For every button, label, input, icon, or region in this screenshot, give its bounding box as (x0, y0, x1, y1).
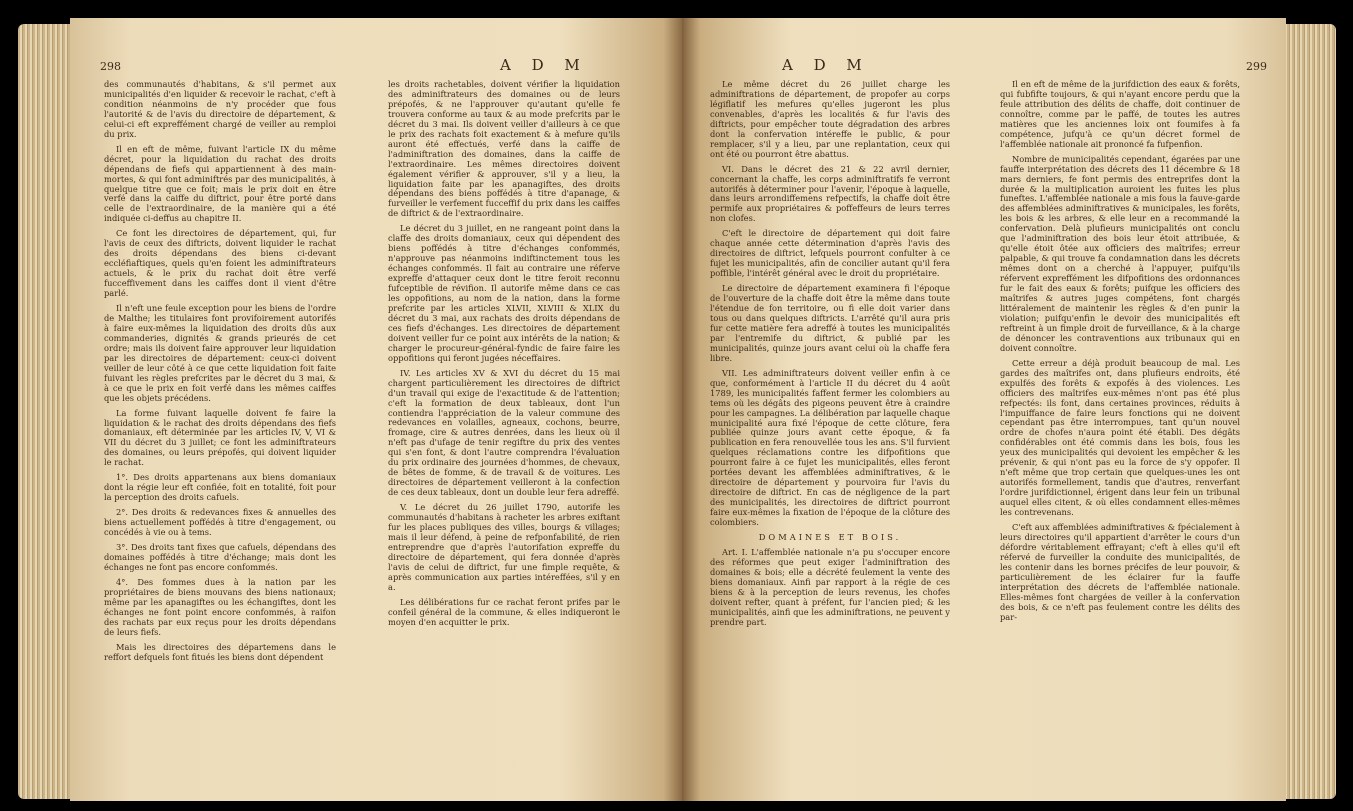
paragraph: 1°. Des droits appartenans aux biens domaniaux dont la régie leur eft confiée, foit en totalité, foit pour la perception des droits cafuels. (104, 472, 336, 503)
left-running-head (70, 56, 682, 76)
left-page (70, 18, 682, 801)
paragraph: C'eft aux affemblées adminiftratives & fpécialement à leurs directoires qu'il appartient d'arrêter le cours d'un défordre véritablement effrayant; c'eft à elles qu'il eft réfervé de furveiller la conduite des municipalités, de les contenir dans les bornes précifes de leur pouvoir, & particulièrement de les éclairer fur la fauffe interprétation des décrets de l'affemblée nationale. Elles-mêmes font chargées de veiller à la confervation des bois, & ce n'eft pas feulement contre les délits des par- (1000, 521, 1240, 622)
paragraph: VI. Dans le décret des 21 & 22 avril dernier, concernant la chaffe, les corps adminiftratifs fe verront autorifés à déterminer pour l'avenir, l'époque à laquelle, dans leurs arrondiffemens refpectifs, la chaffe doit être permife aux propriétaires & poffeffeurs de leurs terres non clofes. (710, 163, 950, 224)
page-number: 298 (100, 60, 121, 73)
paragraph: Nombre de municipalités cependant, égarées par une fauffe interprétation des décrets des 11 décembre & 18 mars derniers, fe font permis des entreprifes dont la durée & la multiplication auroient les fuites les plus funeftes. L'affemblée nationale a mis fous la fauve-garde des affemblées adminiftratives & municipales, les forêts, les bois & les arbres, & elle leur en a recommandé la confervation. Delà plufieurs municipalités ont conclu que l'adminiftration des bois leur étoit attribuée, & qu'elle étoit ôtée aux officiers des maîtrifes; erreur palpable, & qui trouve fa condamnation dans les décrets mêmes dont on a cherché à l'appuyer, puifqu'ils réfervent expreffément les difpofitions des ordonnances fur le fait des eaux & forêts; puifque les officiers des maîtrifes & autres juges compétens, font chargés littéralement de maintenir les règles & d'en punir la violation; puifqu'enfin le devoir des municipalités eft reftreint à un fimple droit de furveillance, & à la charge de dénoncer les contraventions aux tribunaux qui en doivent connoître. (1000, 153, 1240, 353)
right-page-edges (1284, 24, 1336, 799)
paragraph: V. Le décret du 26 juillet 1790, autorife les communautés d'habitans à racheter les arbres exiftant fur les places publiques des villes, bourgs & villages; mais il leur défend, à peine de refponfabilité, de rien entreprendre que d'après l'autorifation expreffe du directoire de département, qui fera donnée d'après l'avis de celui de diftrict, fur une fimple requête, & après communication aux parties intéreffées, s'il y en a. (388, 502, 620, 592)
paragraph: 3°. Des droits tant fixes que cafuels, dépendans des domaines poffédés à titre d'échange; mais dont les échanges ne font pas encore confommés. (104, 541, 336, 572)
paragraph: 2°. Des droits & redevances fixes & annuelles des biens actuellement poffédés à titre d'engagement, ou concédés à vie ou à tems. (104, 507, 336, 538)
paragraph: Ce font les directoires de département, qui, fur l'avis de ceux des diftricts, doivent liquider le rachat des droits dépendans des biens ci-devant eccléfiaftiques, quels qu'en foient les adminiftrateurs actuels, & le prix du rachat doit être verfé fucceffivement dans les caiffes dont il vient d'être parlé. (104, 228, 336, 299)
paragraph: Cette erreur a déjà produit beaucoup de mal. Les gardes des maîtrifes ont, dans plufieurs endroits, été expulfés des forêts & expofés à des violences. Les officiers des maîtrifes eux-mêmes n'ont pas été plus refpectés: ils font, dans certaines provinces, réduits à l'impuiffance de faire leurs fonctions qui ne doivent cependant pas être interrompues, tant qu'un nouvel ordre de chofes n'aura point été établi. Des dégâts confidérables ont été commis dans les bois, fous les yeux des municipalités qui devoient les empêcher & les prévenir, & qui n'ont pas eu la force de s'y oppofer. Il n'eft même que trop certain que quelques-unes les ont autorifés formellement, tandis que d'autres, renverfant l'ordre jurifdictionnel, érigent dans leur fein un tribunal auquel elles citent, & où elles condamnent elles-mêmes les contrevenans. (1000, 357, 1240, 518)
paragraph: Les délibérations fur ce rachat feront prifes par le confeil général de la commune, & elles indiqueront le moyen d'en acquitter le prix. (388, 596, 620, 627)
text-column-1 (104, 80, 336, 667)
paragraph: 4°. Des fommes dues à la nation par les propriétaires de biens mouvans des biens nationaux; même par les apanagiftes ou les échangiftes, dont les échanges ne font point encore confommés, à raifon des rachats par eux reçus pour les droits dépendans de leurs fiefs. (104, 576, 336, 637)
paragraph: Le directoire de département examinera fi l'époque de l'ouverture de la chaffe doit être la même dans toute l'étendue de fon territoire, ou fi elle doit varier dans tous ou dans quelques diftricts. L'arrêté qu'il aura pris fur cette matière fera adreffé à toutes les municipalités par l'entremife du diftrict, & publié par les municipalités, quinze jours avant celui où la chaffe fera libre. (710, 283, 950, 363)
text-column-1 (710, 80, 950, 633)
paragraph: Art. I. L'affemblée nationale n'a pu s'occuper encore des réformes que peut exiger l'adminiftration des domaines & bois; elle a décrété feulement la vente des biens domaniaux. Ainfi par rapport à la régie de ces biens & à la perception de leurs revenus, les chofes doivent refter, quant à préfent, fur l'ancien pied; & les municipalités, ainfi que les adminiftrations, ne peuvent y prendre part. (710, 546, 950, 627)
left-page-edges (18, 24, 76, 799)
paragraph: Le même décret du 26 juillet charge les adminiftrations de département, de propofer au corps légiflatif les mefures qu'elles jugeront les plus convenables, d'après les localités & fur l'avis des diftricts, pour empêcher toute dégradation des arbres dont la confervation intéreffe le public, & pour remplacer, s'il y a lieu, par une replantation, ceux qui ont été ou pourront être abattus. (710, 79, 950, 159)
paragraph: Il en eft de même de la jurifdiction des eaux & forêts, qui fubfifte toujours, & qui n'ayant encore perdu que la feule attribution des délits de chaffe, doit continuer de connoître, comme par le paffé, de toutes les autres matières que les anciennes loix ont foumifes à fa compétence, jufqu'à ce qu'un décret formel de l'affemblée nationale ait prononcé fa fufpenfion. (1000, 79, 1240, 149)
page-number: 299 (1246, 60, 1267, 73)
text-column-2 (1000, 80, 1240, 628)
paragraph: Il en eft de même, fuivant l'article IX du même décret, pour la liquidation du rachat des droits dépendans de fiefs qui appartiennent à des main-mortes, & qui font adminiftrés par des municipalités, à quelque titre que ce foit; mais le prix doit en être verfé dans la caiffe du diftrict, pour être porté dans celle de l'extraordinaire, de la manière qui a été indiquée ci-deffus au chapitre II. (104, 143, 336, 224)
paragraph: Mais les directoires des départemens dans le reffort defquels font fitués les biens dont dépendent (104, 641, 336, 662)
paragraph: les droits rachetables, doivent vérifier la liquidation des adminiftrateurs des domaines ou de leurs prépofés, & ne l'approuver qu'autant qu'elle fe trouvera conforme au taux & au mode prefcrits par le décret du 3 mai. Ils doivent veiller d'ailleurs à ce que le prix des rachats foit exactement & à mefure qu'ils auront été effectués, verfé dans la caiffe de l'adminiftration des domaines, dans la caiffe de l'extraordinaire. Les mêmes directoires doivent également vérifier & approuver, s'il y a lieu, la liquidation faite par les apanagiftes, des droits dépendans des biens poffédés à titre d'apanage, & furveiller le verfement fucceffif du prix dans les caiffes de diftrict & de l'extraordinaire. (388, 79, 620, 219)
open-book (18, 18, 1336, 801)
paragraph: Le décret du 3 juillet, en ne rangeant point dans la claffe des droits domaniaux, ceux qui dépendent des biens poffédés à titre d'échanges confommés, n'approuve pas néanmoins indiftinctement tous les échanges confommés. Il fait au contraire une réferve expreffe d'attaquer ceux dont le titre feroit reconnu fufceptible de révifion. Il autorife même dans ce cas les oppofitions, au nom de la nation, dans la forme prefcrite par les articles XLVII, XLVIII & XLIX du décret du 3 mai, aux rachats des droits dépendans de ces fiefs d'échanges. Les directoires de département doivent veiller fur ce point aux intérêts de la nation; & charger le procureur-général-fyndic de faire faire les oppofitions qui feront jugées néceffaires. (388, 223, 620, 363)
right-running-head (682, 56, 1286, 76)
paragraph: Il n'eft une feule exception pour les biens de l'ordre de Malthe; les titulaires font provifoirement autorifés à faire eux-mêmes la liquidation des droits dûs aux commanderies, dignités & grands prieurés de cet ordre; mais ils doivent faire approuver leur liquidation par les directoires de département: ceux-ci doivent veiller de leur côté à ce que cette liquidation foit faite fuivant les règles prefcrites par le décret du 3 mai, & à ce que le prix en foit verfé dans les mêmes caiffes que les objets précédens. (104, 303, 336, 403)
paragraph: des communautés d'habitans, & s'il permet aux municipalités d'en liquider & recevoir le rachat, c'eft à condition néanmoins de n'y procéder que fous l'autorité & de l'avis du directoire de département, & celui-ci eft expreffément chargé de veiller au remploi du prix. (104, 79, 336, 139)
running-title: A D M (500, 56, 588, 74)
paragraph: C'eft le directoire de département qui doit faire chaque année cette détermination d'après l'avis des directoires de diftrict, lefquels pourront confulter à ce fujet les municipalités, afin de concilier autant qu'il fera poffible, l'intérêt général avec le droit du propriétaire. (710, 228, 950, 279)
paragraph: La forme fuivant laquelle doivent fe faire la liquidation & le rachat des droits dépendans des fiefs domaniaux, eft déterminée par les articles IV, V, VI & VII du décret du 3 juillet; ce font les adminiftrateurs des domaines, ou leurs prépofés, qui doivent liquider le rachat. (104, 407, 336, 468)
running-title: A D M (782, 56, 870, 74)
text-column-2 (388, 80, 620, 633)
paragraph: IV. Les articles XV & XVI du décret du 15 mai chargent particulièrement les directoires de diftrict d'un travail qui exige de l'exactitude & de l'attention; c'eft la formation de deux tableaux, dont l'un contiendra l'appréciation de la valeur commune des redevances en volailles, agneaux, cochons, beurre, fromage, cire & autres denrées, dans les lieux où il n'eft pas d'ufage de tenir regiftre du prix des ventes qui s'en font, & dont l'autre comprendra l'évaluation du prix ordinaire des journées d'hommes, de chevaux, de bêtes de fomme, & de travail & de voitures. Les directoires de département veilleront à la confection de ces deux tableaux, dont un double leur fera adreffé. (388, 367, 620, 498)
paragraph: VII. Les adminiftrateurs doivent veiller enfin à ce que, conformément à l'article II du décret du 4 août 1789, les municipalités faffent fermer les colombiers au tems où les dégâts des pigeons peuvent être à craindre pour les campagnes. La délibération par laquelle chaque municipalité aura fixé l'époque de cette clôture, fera publiée quinze jours avant cette époque, & fa publication en fera renouvellée tous les ans. S'il furvient quelques réclamations contre les difpofitions que pourront faire à ce fujet les municipalités, elles feront portées devant les affemblées adminiftratives, & le directoire de département y pourvoira fur l'avis du directoire de diftrict. En cas de négligence de la part des municipalités, les directoires de diftrict pourront faire eux-mêmes la fixation de l'époque de la clôture des colombiers. (710, 367, 950, 528)
section-heading: DOMAINES ET BOIS. (758, 531, 902, 542)
right-page (682, 18, 1286, 801)
